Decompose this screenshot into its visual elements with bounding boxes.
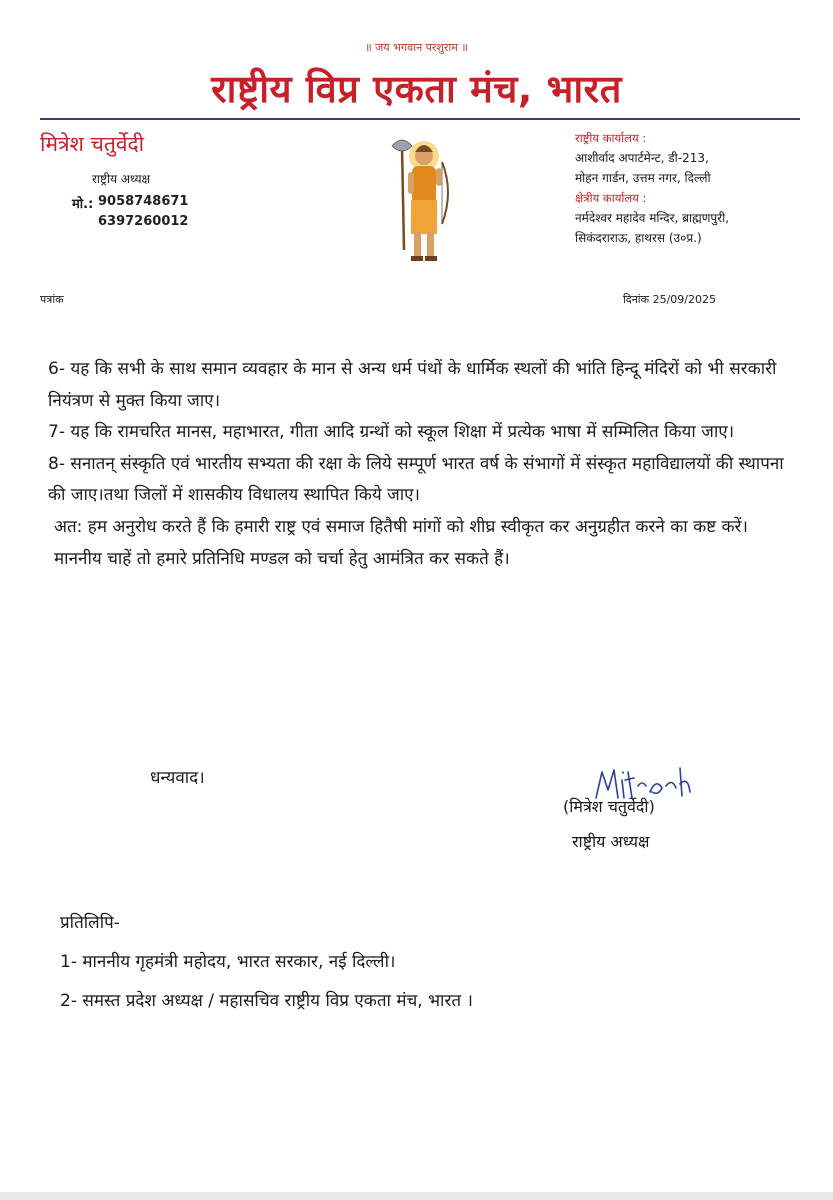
copy-to-block (60, 904, 473, 1021)
mobile-label: मो.: (72, 197, 94, 212)
mobile-number-2: 6397260012 (98, 214, 189, 229)
demand-point-6: 6- यह कि सभी के साथ समान व्यवहार के मान से अन्य धर्म पंथों के धार्मिक स्थलों की भांति हिन्दू मंदिरों को भी सरकारी नियंत्रण से मुक्त किया जाए। (48, 359, 777, 411)
signatory-designation: राष्ट्रीय अध्यक्ष (572, 832, 650, 851)
letter-body (48, 354, 793, 575)
president-name: मित्रेश चतुर्वेदी (40, 132, 145, 156)
national-office-line-2: मोहन गार्डन, उत्तम नगर, दिल्ली (575, 171, 711, 185)
request-paragraph: अत: हम अनुरोध करते हैं कि हमारी राष्ट्र एवं समाज हितैषी मांगों को शीघ्र स्वीकृत कर अनुग्रहीत करने का कष्ट करें। माननीय चाहें तो हमारे प्रतिनिधि मण्डल को चर्चा हेतु आमंत्रित कर सकते हैं। (54, 516, 748, 569)
mobile-number-1: 9058748671 (98, 194, 189, 209)
regional-office-line-1: नर्मदेश्वर महादेव मन्दिर, ब्राह्मणपुरी, (575, 211, 730, 225)
signatory-name: (मित्रेश चतुर्वेदी) (563, 797, 655, 816)
demand-point-8: 8- सनातन् संस्कृति एवं भारतीय सभ्यता की रक्षा के लिये सम्पूर्ण भारत वर्ष के संभागों में संस्कृत महाविद्यालयों की स्थापना की जाए।तथा जिलों में शासकीय विधालय स्थापित किये जाए। (48, 453, 784, 506)
copy-to-heading: प्रतिलिपि- (60, 913, 120, 933)
reference-number-label: पत्रांक (40, 293, 64, 306)
header-divider (40, 118, 800, 120)
president-designation: राष्ट्रीय अध्यक्ष (92, 172, 151, 186)
demand-point-7: 7- यह कि रामचरित मानस, महाभारत, गीता आदि ग्रन्थों को स्कूल शिक्षा में प्रत्येक भाषा में सम्मिलित किया जाए। (48, 422, 735, 443)
invocation-line: ॥ जय भगवान परशुराम ॥ (365, 41, 468, 54)
regional-office-line-2: सिकंदराराऊ, हाथरस (उ०प्र.) (575, 231, 702, 245)
national-office-line-1: आशीर्वाद अपार्टमेन्ट, डी-213, (575, 151, 709, 165)
parshuram-illustration (384, 132, 462, 272)
national-office-block (575, 128, 729, 248)
page-bottom-edge (0, 1192, 833, 1200)
copy-to-item: 1- माननीय गृहमंत्री महोदय, भारत सरकार, नई दिल्ली। (60, 952, 396, 972)
copy-to-item: 2- समस्त प्रदेश अध्यक्ष / महासचिव राष्ट्रीय विप्र एकता मंच, भारत । (60, 991, 473, 1011)
regional-office-label: क्षेत्रीय कार्यालय : (575, 191, 647, 205)
letter-date: दिनांक 25/09/2025 (623, 293, 716, 306)
national-office-label: राष्ट्रीय कार्यालय : (575, 131, 647, 145)
organization-title: राष्ट्रीय विप्र एकता मंच, भारत (211, 67, 622, 111)
thanks-text: धन्यवाद। (150, 768, 205, 788)
